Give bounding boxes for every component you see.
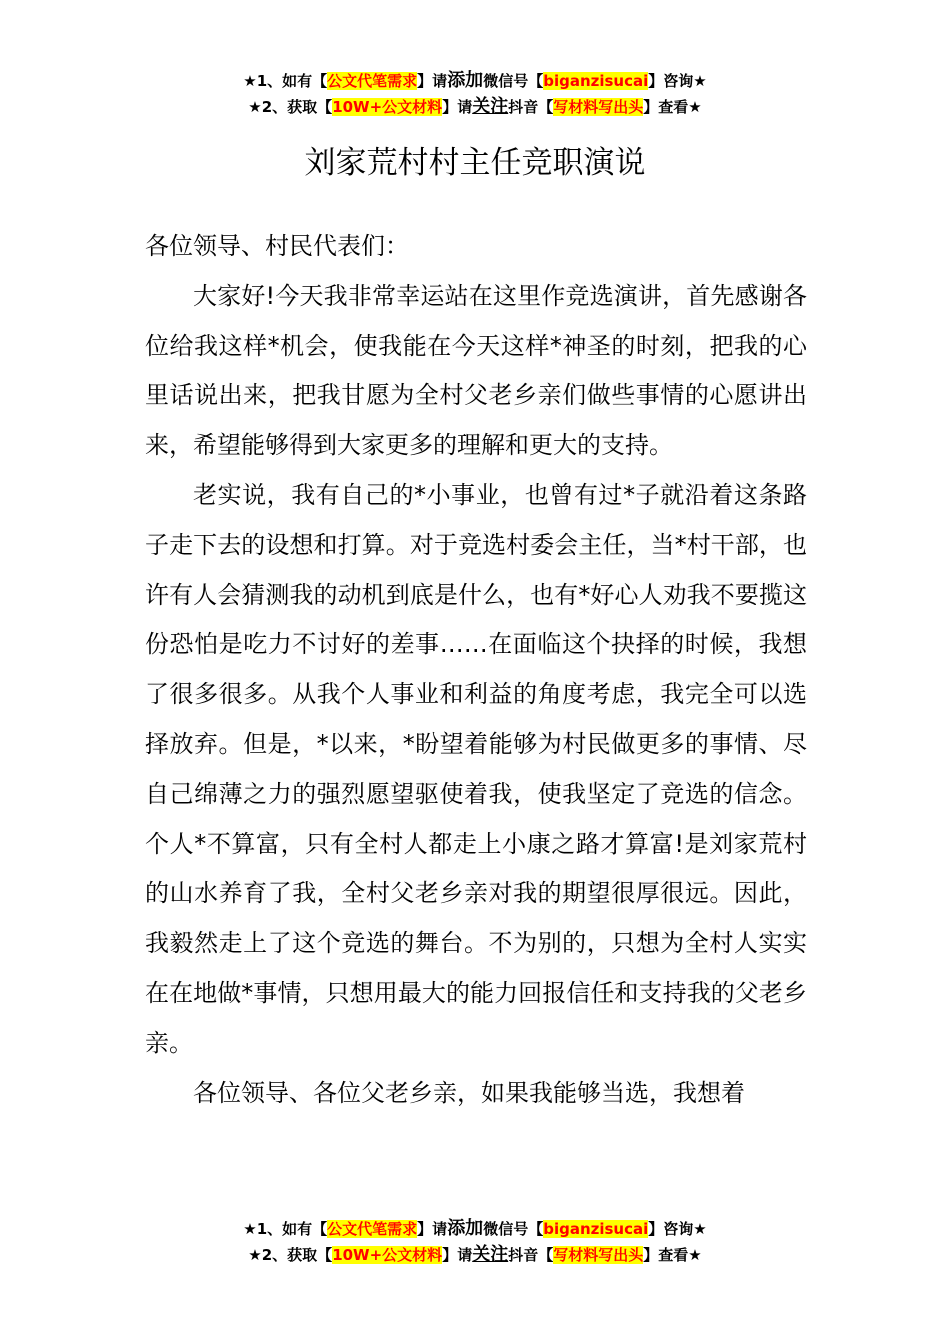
document-body bbox=[145, 222, 807, 1118]
banner-line-1-prefix: ★1、如有【 bbox=[243, 72, 328, 90]
footer-line-2-suffix: 】查看★ bbox=[643, 1246, 702, 1264]
footer-banner bbox=[0, 1216, 950, 1268]
banner-add-word: 添加 bbox=[447, 70, 484, 91]
banner-line-2-middle: 】请 bbox=[442, 98, 473, 116]
footer-banner-line-2 bbox=[0, 1242, 950, 1268]
banner-line-2-suffix: 】查看★ bbox=[643, 98, 702, 116]
banner-highlight-writing-service: 公文代笔需求 bbox=[327, 72, 418, 90]
footer-line-1-middle: 】请 bbox=[417, 1220, 448, 1238]
paragraph-2: 老实说，我有自己的*小事业，也曾有过*子就沿着这条路子走下去的设想和打算。对于竞选村委会主任，当*村干部，也许有人会猜测我的动机到底是什么，也有*好心人劝我不要揽这份恐怕是吃力不讨好的差事……在面临这个抉择的时候，我想了很多很多。从我个人事业和利益的角度考虑，我完全可以选择放弃。但是，*以来，*盼望着能够为村民做更多的事情、尽自己绵薄之力的强烈愿望驱使着我，使我坚定了竞选的信念。个人*不算富，只有全村人都走上小康之路才算富!是刘家荒村的山水养育了我，全村父老乡亲对我的期望很厚很远。因此，我毅然走上了这个竞选的舞台。不为别的，只想为全村人实实在在地做*事情，只想用最大的能力回报信任和支持我的父老乡亲。 bbox=[145, 480, 807, 1057]
banner-line-1-suffix: 】咨询★ bbox=[648, 72, 707, 90]
footer-highlight-douyin-account: 写材料写出头 bbox=[553, 1246, 644, 1264]
footer-line-1-middle-2: 微信号【 bbox=[483, 1220, 544, 1238]
paragraph-1: 大家好!今天我非常幸运站在这里作竞选演讲，首先感谢各位给我这样*机会，使我能在今天这样*神圣的时刻，把我的心里话说出来，把我甘愿为全村父老乡亲们做些事情的心愿讲出来，希望能够得到大家更多的理解和更大的支持。 bbox=[145, 281, 807, 460]
banner-line-2 bbox=[0, 94, 950, 120]
footer-banner-line-1 bbox=[0, 1216, 950, 1242]
footer-highlight-writing-service: 公文代笔需求 bbox=[327, 1220, 418, 1238]
footer-follow-word: 关注 bbox=[472, 1244, 509, 1265]
footer-highlight-materials: 10W+公文材料 bbox=[332, 1246, 443, 1264]
footer-line-1-suffix: 】咨询★ bbox=[648, 1220, 707, 1238]
salutation: 各位领导、村民代表们： bbox=[145, 232, 409, 260]
banner-highlight-materials: 10W+公文材料 bbox=[332, 98, 443, 116]
footer-line-2-prefix: ★2、获取【 bbox=[248, 1246, 333, 1264]
banner-highlight-douyin-account: 写材料写出头 bbox=[553, 98, 644, 116]
banner-line-1 bbox=[0, 68, 950, 94]
banner-line-1-middle: 】请 bbox=[417, 72, 448, 90]
footer-line-2-middle: 】请 bbox=[442, 1246, 473, 1264]
footer-add-word: 添加 bbox=[447, 1218, 484, 1239]
footer-line-2-middle-2: 抖音【 bbox=[508, 1246, 554, 1264]
footer-highlight-wechat-id: biganzisucai bbox=[543, 1220, 649, 1238]
header-banner bbox=[0, 68, 950, 120]
banner-follow-word: 关注 bbox=[472, 96, 509, 117]
document-title: 刘家荒村村主任竞职演说 bbox=[304, 145, 646, 181]
footer-line-1-prefix: ★1、如有【 bbox=[243, 1220, 328, 1238]
banner-line-2-middle-2: 抖音【 bbox=[508, 98, 554, 116]
banner-line-2-prefix: ★2、获取【 bbox=[248, 98, 333, 116]
banner-highlight-wechat-id: biganzisucai bbox=[543, 72, 649, 90]
paragraph-3: 各位领导、各位父老乡亲，如果我能够当选，我想着 bbox=[193, 1078, 745, 1107]
banner-line-1-middle-2: 微信号【 bbox=[483, 72, 544, 90]
